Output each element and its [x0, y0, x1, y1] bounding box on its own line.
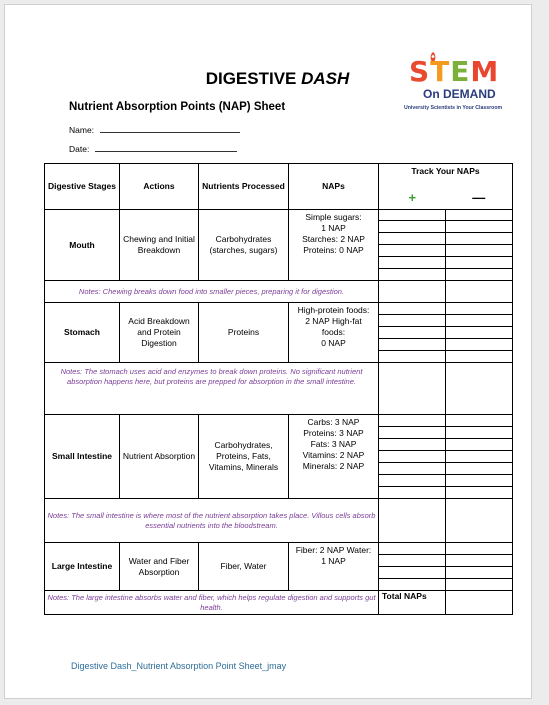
track-plus-cell[interactable]	[379, 555, 446, 567]
track-plus-cell[interactable]	[379, 339, 446, 351]
track-plus-cell[interactable]	[379, 327, 446, 339]
name-field[interactable]: Name:	[69, 125, 240, 135]
stage-small-intestine: Small Intestine	[45, 415, 120, 499]
track-minus-cell[interactable]	[446, 487, 513, 499]
page-title: DIGESTIVE DASH	[205, 69, 350, 88]
minus-column-header	[446, 188, 513, 210]
stage-large-intestine: Large Intestine	[45, 543, 120, 591]
date-field[interactable]: Date:	[69, 144, 237, 154]
note-large-intestine: Notes: The large intestine absorbs water and fiber, which helps regulate digestion and supports gut health.	[45, 591, 379, 615]
total-naps-cell[interactable]	[446, 591, 513, 615]
track-plus-cell[interactable]	[379, 221, 446, 233]
naps-small-intestine: Carbs: 3 NAP Proteins: 3 NAP Fats: 3 NAP Vitamins: 2 NAP Minerals: 2 NAP	[289, 415, 379, 499]
track-plus-cell[interactable]	[379, 415, 446, 427]
action-small-intestine: Nutrient Absorption	[120, 415, 199, 499]
on-demand-wordmark: On DEMAND	[423, 87, 496, 101]
header-naps: NAPs	[289, 164, 379, 210]
track-minus-cell[interactable]	[446, 463, 513, 475]
track-minus-cell[interactable]	[446, 499, 513, 543]
naps-large-intestine: Fiber: 2 NAP Water: 1 NAP	[289, 543, 379, 591]
track-minus-cell[interactable]	[446, 451, 513, 463]
track-plus-cell[interactable]	[379, 439, 446, 451]
action-large-intestine: Water and Fiber Absorption	[120, 543, 199, 591]
track-minus-cell[interactable]	[446, 555, 513, 567]
track-minus-cell[interactable]	[446, 221, 513, 233]
name-line[interactable]	[100, 125, 240, 133]
track-minus-cell[interactable]	[446, 439, 513, 451]
date-line[interactable]	[95, 144, 237, 152]
nutrients-small-intestine: Carbohydrates, Proteins, Fats, Vitamins, Minerals	[199, 415, 289, 499]
track-plus-cell[interactable]	[379, 499, 446, 543]
track-minus-cell[interactable]	[446, 269, 513, 281]
stage-stomach: Stomach	[45, 303, 120, 363]
sheet-subtitle: Nutrient Absorption Points (NAP) Sheet	[69, 101, 286, 113]
track-minus-cell[interactable]	[446, 363, 513, 415]
track-minus-cell[interactable]	[446, 415, 513, 427]
track-minus-cell[interactable]	[446, 351, 513, 363]
track-plus-cell[interactable]	[379, 210, 446, 221]
nutrients-mouth: Carbohydrates (starches, sugars)	[199, 210, 289, 281]
note-mouth: Notes: Chewing breaks down food into smaller pieces, preparing it for digestion.	[45, 281, 379, 303]
track-minus-cell[interactable]	[446, 303, 513, 315]
track-plus-cell[interactable]	[379, 351, 446, 363]
plus-icon: +	[408, 189, 417, 205]
track-minus-cell[interactable]	[446, 233, 513, 245]
track-plus-cell[interactable]	[379, 315, 446, 327]
track-minus-cell[interactable]	[446, 475, 513, 487]
header-nutrients-processed: Nutrients Processed	[199, 164, 289, 210]
track-plus-cell[interactable]	[379, 475, 446, 487]
stem-on-demand-logo	[401, 55, 523, 119]
note-stomach: Notes: The stomach uses acid and enzymes to break down proteins. No significant nutrient absorption happens here, but proteins are prepped for absorption in the small intestine.	[45, 363, 379, 415]
track-plus-cell[interactable]	[379, 579, 446, 591]
track-minus-cell[interactable]	[446, 327, 513, 339]
track-plus-cell[interactable]	[379, 567, 446, 579]
track-minus-cell[interactable]	[446, 543, 513, 555]
track-plus-cell[interactable]	[379, 363, 446, 415]
track-minus-cell[interactable]	[446, 567, 513, 579]
worksheet-page	[4, 4, 532, 699]
naps-mouth: Simple sugars: 1 NAP Starches: 2 NAP Proteins: 0 NAP	[289, 210, 379, 281]
track-plus-cell[interactable]	[379, 233, 446, 245]
track-plus-cell[interactable]	[379, 245, 446, 257]
header-actions: Actions	[120, 164, 199, 210]
track-minus-cell[interactable]	[446, 281, 513, 303]
track-plus-cell[interactable]	[379, 257, 446, 269]
stem-wordmark: STEM	[409, 55, 500, 88]
track-plus-cell[interactable]	[379, 427, 446, 439]
track-minus-cell[interactable]	[446, 315, 513, 327]
track-plus-cell[interactable]	[379, 463, 446, 475]
track-minus-cell[interactable]	[446, 210, 513, 221]
action-stomach: Acid Breakdown and Protein Digestion	[120, 303, 199, 363]
track-plus-cell[interactable]	[379, 303, 446, 315]
logo-tagline: University Scientists in Your Classroom	[404, 105, 503, 111]
track-plus-cell[interactable]	[379, 269, 446, 281]
footer-filename: Digestive Dash_Nutrient Absorption Point Sheet_jmay	[71, 661, 287, 671]
track-plus-cell[interactable]	[379, 487, 446, 499]
track-plus-cell[interactable]	[379, 281, 446, 303]
track-plus-cell[interactable]	[379, 451, 446, 463]
track-minus-cell[interactable]	[446, 427, 513, 439]
track-minus-cell[interactable]	[446, 579, 513, 591]
note-small-intestine: Notes: The small intestine is where most of the nutrient absorption takes place. Villous cells absorb essential nutrients into the bloodstream.	[45, 499, 379, 543]
naps-stomach: High-protein foods: 2 NAP High-fat foods: 0 NAP	[289, 303, 379, 363]
track-minus-cell[interactable]	[446, 245, 513, 257]
nutrients-large-intestine: Fiber, Water	[199, 543, 289, 591]
minus-icon: —	[472, 189, 486, 205]
track-minus-cell[interactable]	[446, 339, 513, 351]
header-track-naps: Track Your NAPs	[379, 164, 513, 188]
total-naps-label: Total NAPs	[379, 591, 446, 615]
nap-table	[44, 163, 513, 615]
track-plus-cell[interactable]	[379, 543, 446, 555]
action-mouth: Chewing and Initial Breakdown	[120, 210, 199, 281]
nutrients-stomach: Proteins	[199, 303, 289, 363]
track-minus-cell[interactable]	[446, 257, 513, 269]
plus-column-header	[379, 188, 446, 210]
stage-mouth: Mouth	[45, 210, 120, 281]
header-digestive-stages: Digestive Stages	[45, 164, 120, 210]
